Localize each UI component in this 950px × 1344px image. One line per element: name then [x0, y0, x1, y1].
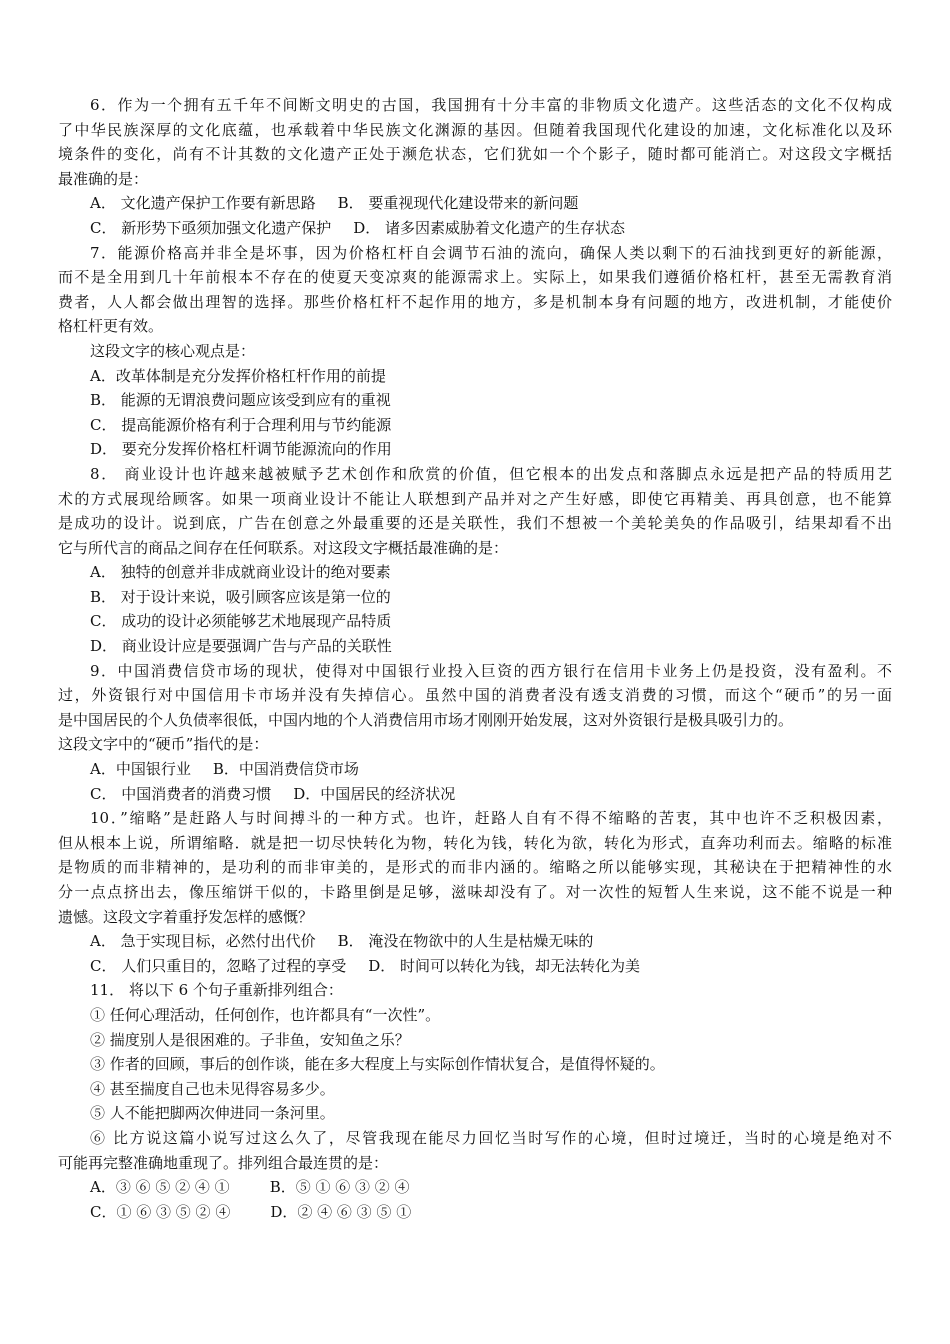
q7-line-4: 格杠杆更有效。 [58, 317, 164, 336]
q10-options-row-1 [58, 929, 892, 954]
q6-option-c: C． 新形势下亟须加强文化遗产保护 [90, 218, 332, 237]
q10-option-d: D． 时间可以转化为钱，却无法转化为美 [368, 956, 641, 975]
q11-options-row-2 [58, 1200, 892, 1225]
q10-option-a: A． 急于实现目标，必然付出代价 [90, 932, 316, 951]
q6-options-row-1 [58, 191, 892, 216]
q10-options-row-2 [58, 954, 892, 979]
q6-option-d: D． 诸多因素威胁着文化遗产的生存状态 [353, 218, 626, 237]
q9-line-2: 过，外资银行对中国信用卡市场并没有失掉信心。虽然中国的消费者没有透支消费的习惯，而这个“硬币”的另一面 [58, 686, 892, 705]
q8-line-1: 8． 商业设计也许越来越被赋予艺术创作和欣赏的价值，但它根本的出发点和落脚点永远是把产品的特质用艺 [90, 464, 892, 483]
q11-sentence-3: ③ 作者的回顾，事后的创作谈，能在多大程度上与实际创作情状复合，是值得怀疑的。 [90, 1055, 665, 1074]
q7-line-1: 7．能源价格高并非全是坏事，因为价格杠杆自会调节石油的流向，确保人类以剩下的石油找到更好的新能源， [90, 243, 892, 262]
q10-option-c: C． 人们只重目的，忽略了过程的享受 [90, 956, 347, 975]
q9-line-3: 是中国居民的个人负债率很低，中国内地的个人消费信用市场才刚刚开始发展，这对外资银行是极具吸引力的。 [58, 710, 794, 729]
question-11 [58, 978, 892, 1224]
q7-prompt: 这段文字的核心观点是： [90, 341, 256, 360]
q7-option-b: B． 能源的无谓浪费问题应该受到应有的重视 [90, 391, 391, 410]
q11-sentence-4: ④ 甚至揣度自己也未见得容易多少。 [90, 1079, 335, 1098]
q10-line-1: 10．”缩略”是赶路人与时间搏斗的一种方式。也许，赶路人自有不得不缩略的苦衷，其中也许不乏积极因素， [90, 809, 892, 828]
q11-sentence-1: ① 任何心理活动，任何创作，也许都具有“一次性”。 [90, 1005, 441, 1024]
q6-line-4: 最准确的是： [58, 169, 149, 188]
q7-option-a: A．改革体制是充分发挥价格杠杆作用的前提 [90, 366, 386, 385]
q9-line-1: 9．中国消费信贷市场的现状，使得对中国银行业投入巨资的西方银行在信用卡业务上仍是投资，没有盈利。不 [90, 661, 892, 680]
q7-option-c: C． 提高能源价格有利于合理利用与节约能源 [90, 415, 392, 434]
question-6 [58, 93, 892, 241]
q8-option-d: D． 商业设计应是要强调广告与产品的关联性 [90, 637, 392, 656]
q10-line-2: 但从根本上说，所谓缩略．就是把一切尽快转化为物，转化为钱，转化为欲，转化为形式，直奔功利而去。缩略的标准 [58, 833, 892, 852]
q7-line-2: 而不是全用到几十年前根本不存在的使夏天变凉爽的能源需求上。实际上，如果我们遵循价格杠杆，甚至无需教育消 [58, 268, 892, 287]
q10-line-3: 是物质的而非精神的，是功利的而非审美的，是形式的而非内涵的。缩略之所以能够实现，其秘诀在于把精神性的水 [58, 858, 892, 877]
q11-intro: 11． 将以下 6 个句子重新排列组合： [90, 981, 343, 1000]
q8-line-3: 是成功的设计。说到底，广告在创意之外最重要的还是关联性，我们不想被一个美轮美奂的作品吸引，结果却看不出 [58, 514, 892, 533]
q9-option-c: C． 中国消费者的消费习惯 [90, 784, 272, 803]
q6-line-3: 境条件的变化，尚有不计其数的文化遗产正处于濒危状态，它们犹如一个个影子，随时都可能消亡。对这段文字概括 [58, 145, 892, 164]
q6-option-b: B． 要重视现代化建设带来的新问题 [337, 194, 579, 213]
q8-option-c: C． 成功的设计必须能够艺术地展现产品特质 [90, 612, 392, 631]
q7-line-3: 费者，人人都会做出理智的选择。那些价格杠杆不起作用的地方，多是机制本身有问题的地方，改进机制，才能使价 [58, 292, 892, 311]
q9-option-d: D．中国居民的经济状况 [293, 784, 456, 803]
q11-option-b: B．⑤ ① ⑥ ③ ② ④ [269, 1178, 410, 1197]
q6-line-1: 6．作为一个拥有五千年不间断文明史的古国，我国拥有十分丰富的非物质文化遗产。这些活态的文化不仅构成 [90, 96, 892, 114]
q11-sentence-5: ⑤ 人不能把脚两次伸进同一条河里。 [90, 1104, 335, 1123]
q9-option-b: B．中国消费信贷市场 [212, 760, 359, 779]
q9-option-a: A．中国银行业 [90, 760, 191, 779]
q11-sentence-6-line-1: ⑥ 比方说这篇小说写过这么久了，尽管我现在能尽力回忆当时写作的心境，但时过境迁，当时的心境是绝对不 [90, 1128, 892, 1147]
question-9 [58, 659, 892, 807]
q8-option-b: B． 对于设计来说，吸引顾客应该是第一位的 [90, 587, 391, 606]
q6-options-row-2 [58, 216, 892, 241]
q10-line-4: 分一点点挤出去，像压缩饼干似的，卡路里倒是足够，滋味却没有了。对一次性的短暂人生来说，这不能不说是一种 [58, 883, 892, 901]
q9-options-row-2 [58, 782, 892, 807]
q6-line-2: 了中华民族深厚的文化底蕴，也承载着中华民族文化渊源的基因。但随着我国现代化建设的加速，文化标准化以及环 [58, 120, 892, 139]
question-10 [58, 806, 892, 978]
q9-line-4: 这段文字中的“硬币”指代的是： [58, 735, 269, 754]
q8-line-2: 术的方式展现给顾客。如果一项商业设计不能让人联想到产品并对之产生好感，即使它再精美、再具创意，也不能算 [58, 489, 892, 508]
q11-option-d: D．② ④ ⑥ ③ ⑤ ① [270, 1202, 412, 1221]
q11-option-a: A．③ ⑥ ⑤ ② ④ ① [90, 1178, 230, 1197]
q10-line-5: 遗憾。这段文字着重抒发怎样的感慨？ [58, 907, 314, 926]
question-7 [58, 241, 892, 462]
q11-sentence-6-line-2: 可能再完整准确地重现了。排列组合最连贯的是： [58, 1153, 389, 1172]
q11-options-row-1 [58, 1175, 892, 1200]
question-8 [58, 462, 892, 659]
q7-option-d: D． 要充分发挥价格杠杆调节能源流向的作用 [90, 440, 392, 459]
q6-option-a: A． 文化遗产保护工作要有新思路 [90, 194, 316, 213]
q10-option-b: B． 淹没在物欲中的人生是枯燥无味的 [337, 932, 594, 951]
q11-option-c: C．① ⑥ ③ ⑤ ② ④ [90, 1202, 231, 1221]
q11-sentence-2: ② 揣度别人是很困难的。子非鱼，安知鱼之乐？ [90, 1030, 410, 1049]
q8-line-4: 它与所代言的商品之间存在任何联系。对这段文字概括最准确的是： [58, 538, 509, 557]
q9-options-row-1 [58, 757, 892, 782]
q8-option-a: A． 独特的创意并非成就商业设计的绝对要素 [90, 563, 391, 582]
